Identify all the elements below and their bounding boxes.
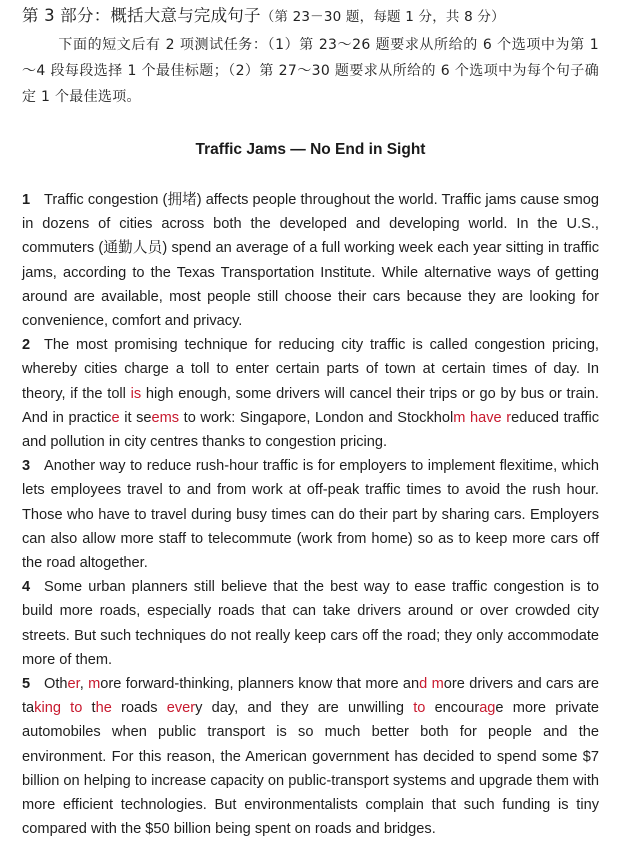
paragraph-3 (22, 454, 599, 575)
text-segment: , (79, 676, 89, 693)
text-segment: Some urban planners still believe that the best way to ease traffic congestion is to build more roads, especially roads that can take drivers around or over crowded city streets. But such techniques do not really keep cars off the road; they only accommodate more of them. (22, 579, 599, 668)
text-segment: y day, and they are unwilling (195, 700, 414, 717)
red-tinted-text: king (34, 700, 61, 717)
paragraph-text (22, 579, 599, 668)
paragraph-2 (22, 333, 599, 454)
text-segment: t (82, 700, 96, 717)
paragraph-text (22, 337, 599, 450)
paragraph-number: 2 (22, 337, 31, 354)
text-segment: Oth (44, 676, 68, 693)
paragraph-text (22, 676, 599, 837)
text-segment: ore forward-thinking, planners know that more an (100, 676, 420, 693)
red-tinted-text: m (88, 676, 101, 693)
paragraph-1 (22, 188, 599, 333)
red-tinted-text: r (506, 409, 512, 426)
red-tinted-text: ems (151, 409, 180, 426)
paragraph-number: 3 (22, 458, 31, 475)
paragraph-number: 4 (22, 579, 31, 596)
section-header (22, 5, 599, 28)
text-segment: The most promising technique for reducing city traffic is called congestion pricing, whereby cities charge a toll to enter certain parts of town at certain times of day. In theory, if the toll (22, 337, 599, 402)
paragraph-5 (22, 672, 599, 841)
red-tinted-text: ag (479, 700, 496, 717)
text-segment: Another way to reduce rush-hour traffic is for employers to implement flexitime, which lets employees travel to and from work at off-peak traffic times to avoid the rush hour. Those who have to travel during busy times can do their part by sharing cars. Employers can also allow more staff to telecommute (work from home) so as to keep more cars off the road altogether. (22, 458, 599, 572)
red-tinted-text: ever (166, 700, 196, 717)
paragraph-4 (22, 575, 599, 672)
text-segment: it se (119, 409, 152, 426)
section-heading: 第 3 部分：概括大意与完成句子 (22, 6, 261, 25)
paragraph-text (22, 192, 599, 329)
red-tinted-text: is (130, 385, 142, 402)
red-tinted-text: he (95, 700, 112, 717)
section-scoring: （第 23－30 题，每题 1 分，共 8 分） (260, 9, 505, 25)
text-segment: high enough, some drivers will cancel their trips or go by bus or train. And in practic (22, 385, 599, 426)
red-tinted-text: to (70, 700, 83, 717)
text-segment: educed traffic and pollution in city centres thanks to congestion pricing. (22, 409, 599, 451)
text-segment: roads (111, 700, 167, 717)
paragraph-number: 5 (22, 676, 31, 693)
text-segment: e more private automobiles when public transport is so much better both for people and the environment. For this reason, the American government has decided to spend some $7 billion on helping to increase capacity on public-transport systems and upgrade them with more efficient technologies. But environmentalists complain that such funding is tiny compared with the $50 billion being spent on roads and bridges. (22, 700, 599, 838)
paragraph-text (22, 458, 599, 571)
text-segment (61, 700, 70, 716)
text-segment: encour (425, 700, 480, 717)
red-tinted-text: d m (419, 676, 444, 693)
red-tinted-text: e (111, 409, 120, 426)
task-instructions: 下面的短文后有 2 项测试任务：（1）第 23～26 题要求从所给的 6 个选项中为第 1～4 段每段选择 1 个最佳标题；（2）第 27～30 题要求从所给的 6 个选项中为每个句子确定 1 个最佳选项。 (22, 37, 599, 105)
text-segment: Traffic congestion (拥堵) affects people throughout the world. Traffic jams cause smog in dozens of cities across both the developed and developing world. In the U.S., commuters (通勤人员) spend an average of a full working week each year sitting in traffic jams, according to the Texas Transportation Institute. While alternative ways of getting around are available, most people still choose their cars because they are looking for convenience, comfort and privacy. (22, 192, 599, 330)
article-title: Traffic Jams — No End in Sight (195, 141, 426, 158)
text-segment: to work: Singapore, London and Stockhol (179, 409, 454, 426)
document-page (22, 0, 599, 841)
text-segment: ore drivers and cars are ta (22, 676, 600, 717)
article-body (22, 188, 599, 841)
red-tinted-text: to (413, 700, 426, 717)
paragraph-number: 1 (22, 192, 31, 208)
red-tinted-text: er (67, 676, 80, 693)
red-tinted-text: m have (453, 409, 502, 426)
